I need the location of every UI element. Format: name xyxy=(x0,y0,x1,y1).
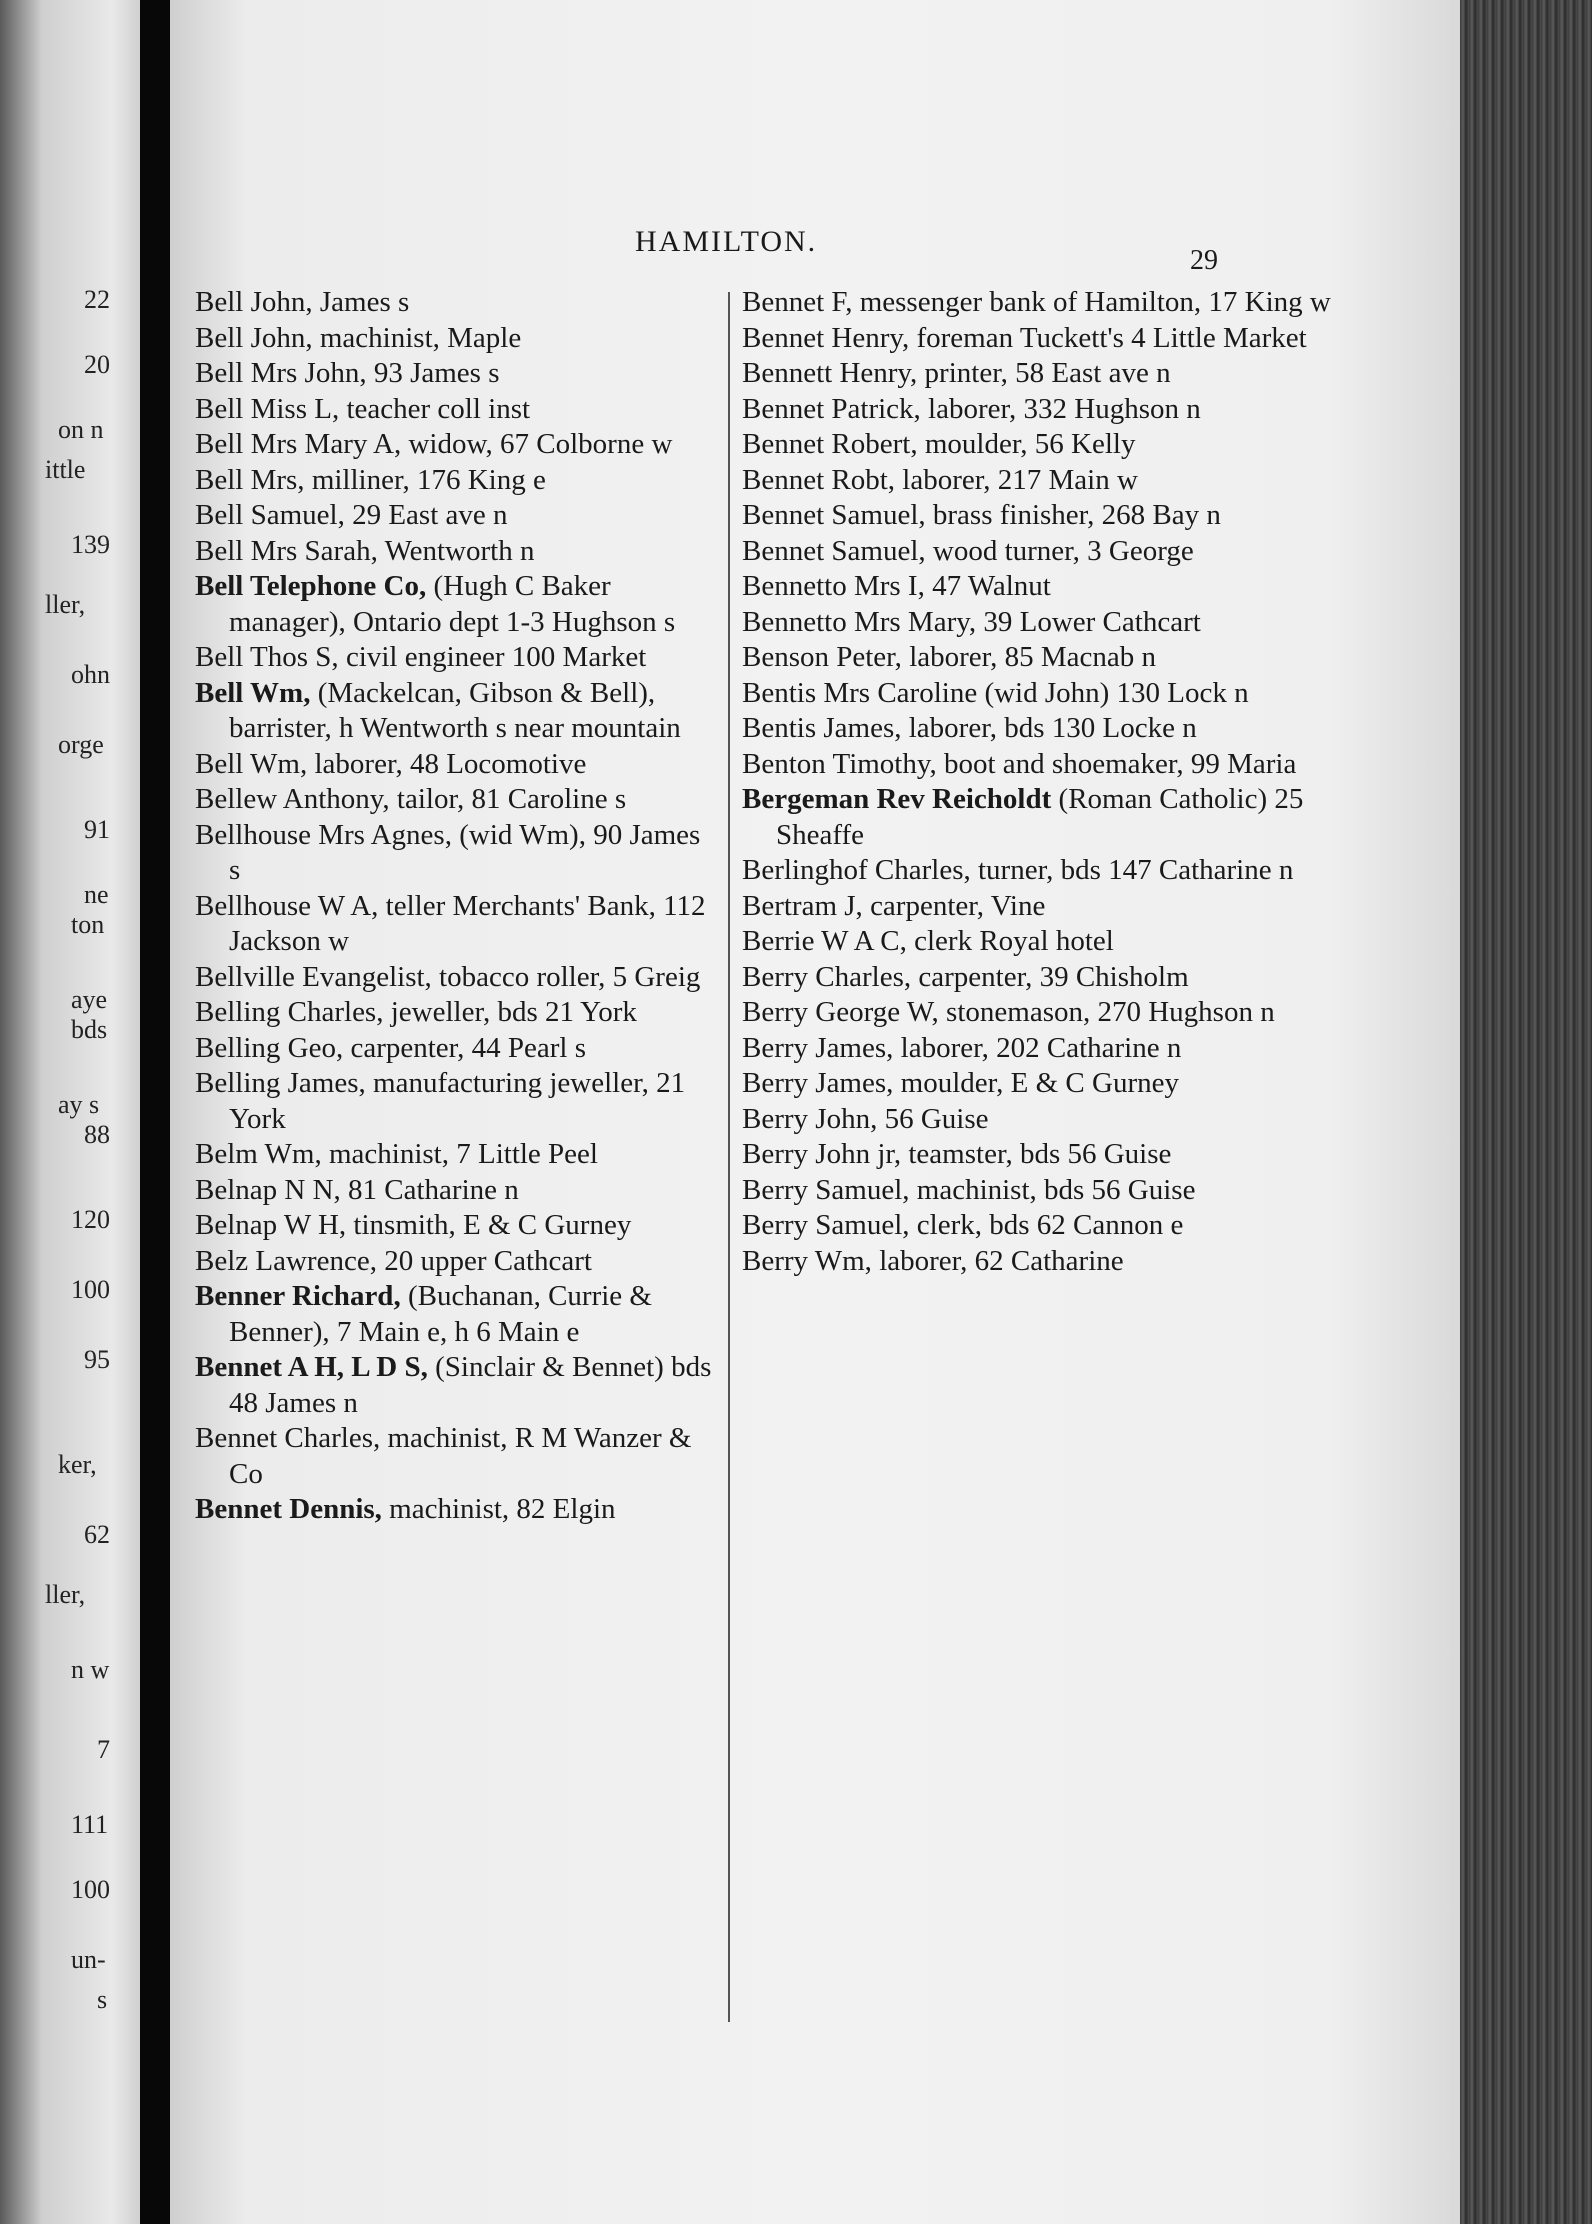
entry-name: Bellew Anthony, xyxy=(195,783,390,815)
entry-name: Bell John, xyxy=(195,286,313,318)
facing-page-fragment: orge xyxy=(58,730,104,759)
entry-name: Berry John, xyxy=(742,1102,878,1135)
directory-entry xyxy=(195,463,715,499)
entry-name: Bennett Henry, xyxy=(742,357,918,389)
entry-details: 56 Guise xyxy=(877,1102,989,1135)
directory-page xyxy=(170,0,1460,2224)
entry-details: (Hugh C Baker manager), Ontario dept 1-3 Hughson s xyxy=(229,570,676,638)
entry-name: Belz Lawrence, xyxy=(195,1244,377,1277)
entry-name: Belm Wm, xyxy=(195,1138,322,1170)
facing-page-fragment: 91 xyxy=(84,815,110,844)
directory-entry xyxy=(195,818,715,889)
facing-page-fragment: ton xyxy=(71,910,105,939)
facing-page-fragment: 139 xyxy=(71,530,110,559)
directory-entry xyxy=(195,782,715,818)
entry-name: Bennet Henry, xyxy=(742,321,910,354)
facing-page-fragment: ittle xyxy=(45,455,86,484)
entry-details: teller Merchants' Bank, 112 Jackson w xyxy=(229,889,706,957)
entry-details: 93 James s xyxy=(366,357,500,389)
entry-name: Bennetto Mrs I, xyxy=(742,570,925,602)
entry-details: carpenter, 44 Pearl s xyxy=(343,1031,587,1064)
entry-name: Bennet A H, L D S, xyxy=(195,1351,428,1383)
entry-details: laborer, bds 130 Locke n xyxy=(901,712,1197,744)
entry-name: Berry James, xyxy=(742,1067,894,1099)
directory-entry xyxy=(742,853,1382,889)
entry-name: Berry John jr, xyxy=(742,1138,902,1170)
entry-details: laborer, 217 Main w xyxy=(895,463,1138,496)
directory-entry xyxy=(742,534,1382,570)
entry-details: (wid Wm), 90 James s xyxy=(229,818,701,886)
facing-page-fragment: 20 xyxy=(84,350,110,379)
left-column xyxy=(195,285,715,1528)
directory-entry xyxy=(195,285,715,321)
entry-details: tobacco roller, 5 Greig xyxy=(431,960,701,993)
entry-name: Berlinghof Charles, xyxy=(742,854,971,886)
directory-entry xyxy=(742,1031,1382,1067)
entry-details: James s xyxy=(312,286,410,318)
entry-details: brass finisher, 268 Bay n xyxy=(925,499,1221,531)
directory-entry xyxy=(195,321,715,357)
entry-name: Berry James, xyxy=(742,1031,894,1064)
entry-name: Bell Mrs, xyxy=(195,463,305,496)
facing-page-fragment: un- xyxy=(71,1945,106,1974)
facing-page-fragment: on n xyxy=(58,415,104,444)
facing-page-fragment: 62 xyxy=(84,1520,110,1549)
directory-entry xyxy=(195,1244,715,1280)
directory-entry xyxy=(742,1137,1382,1173)
directory-entry xyxy=(742,640,1382,676)
entry-details: laborer, 332 Hughson n xyxy=(920,392,1201,425)
directory-entry xyxy=(195,1137,715,1173)
entry-name: Bellville Evangelist, xyxy=(195,960,432,993)
facing-page-fragment: ohn xyxy=(71,660,110,689)
directory-entry xyxy=(742,960,1382,996)
directory-entry xyxy=(742,356,1382,392)
entry-name: Bell Samuel, xyxy=(195,499,345,531)
entry-name: Bennetto Mrs Mary, xyxy=(742,605,977,638)
entry-details: 39 Lower Cathcart xyxy=(976,605,1201,638)
facing-page-fragment: n w xyxy=(71,1655,110,1684)
entry-details: clerk Royal hotel xyxy=(906,925,1114,957)
directory-entry xyxy=(195,356,715,392)
book-gutter xyxy=(140,0,170,2224)
directory-entry xyxy=(742,498,1382,534)
entry-name: Bentis James, xyxy=(742,712,902,744)
directory-entry xyxy=(195,1173,715,1209)
directory-entry xyxy=(195,995,715,1031)
page-number: 29 xyxy=(1190,245,1218,276)
directory-entry xyxy=(742,605,1382,641)
directory-entry xyxy=(742,924,1382,960)
entry-name: Bennet F, xyxy=(742,286,853,318)
directory-entry xyxy=(742,1208,1382,1244)
entry-name: Belnap N N, xyxy=(195,1173,341,1206)
facing-page-fragment: ay s xyxy=(58,1090,100,1119)
entry-name: Bell Telephone Co, xyxy=(195,570,427,602)
directory-entry xyxy=(195,498,715,534)
directory-entry xyxy=(742,747,1382,783)
entry-details: milliner, 176 King e xyxy=(304,463,546,496)
entry-details: moulder, 56 Kelly xyxy=(917,428,1136,460)
entry-name: Benson Peter, xyxy=(742,641,902,673)
facing-page-fragment: 95 xyxy=(84,1345,110,1374)
entry-details: clerk, bds 62 Cannon e xyxy=(909,1209,1184,1241)
entry-details: laborer, 48 Locomotive xyxy=(307,747,587,780)
entry-details: stonemason, 270 Hughson n xyxy=(938,996,1275,1028)
entry-name: Bell Wm, xyxy=(195,747,308,780)
directory-entry xyxy=(195,1031,715,1067)
directory-entry xyxy=(742,1102,1382,1138)
entry-name: Bellhouse W A, xyxy=(195,889,379,922)
directory-entry xyxy=(742,676,1382,712)
entry-name: Bennet Robt, xyxy=(742,463,896,496)
entry-details: machinist, bds 56 Guise xyxy=(909,1173,1196,1206)
entry-name: Bennet Dennis, xyxy=(195,1493,382,1525)
entry-details: teamster, bds 56 Guise xyxy=(901,1138,1172,1170)
directory-entry xyxy=(742,427,1382,463)
entry-name: Bell Mrs Mary A, xyxy=(195,428,402,460)
directory-entry xyxy=(195,1350,715,1421)
entry-name: Berry George W, xyxy=(742,996,939,1028)
entry-name: Belling James, xyxy=(195,1067,366,1099)
entry-details: (Mackelcan, Gibson & Bell), barrister, h Wentworth s near mountain xyxy=(229,676,681,744)
directory-entry xyxy=(195,1066,715,1137)
facing-page-fragment: 22 xyxy=(84,285,110,314)
right-column xyxy=(742,285,1382,1279)
directory-entry xyxy=(742,392,1382,428)
entry-details: civil engineer 100 Market xyxy=(338,641,647,673)
entry-name: Bell John, xyxy=(195,321,313,354)
directory-entry xyxy=(742,321,1382,357)
facing-page-fragment: ne xyxy=(84,880,109,909)
directory-entry xyxy=(742,463,1382,499)
directory-entry xyxy=(195,1421,715,1492)
entry-details: 20 upper Cathcart xyxy=(376,1244,592,1277)
entry-details: tailor, 81 Caroline s xyxy=(389,783,627,815)
entry-name: Belnap W H, xyxy=(195,1209,347,1241)
entry-name: Bennet Robert, xyxy=(742,428,918,460)
facing-page-fragment: 120 xyxy=(71,1205,110,1234)
directory-entry xyxy=(742,569,1382,605)
entry-details: printer, 58 East ave n xyxy=(917,357,1171,389)
entry-details: (Roman Catholic) 25 Sheaffe xyxy=(776,783,1304,851)
entry-details: laborer, 202 Catharine n xyxy=(893,1031,1182,1064)
entry-name: Berry Samuel, xyxy=(742,1209,910,1241)
column-divider xyxy=(728,292,730,2022)
entry-details: messenger bank of Hamilton, 17 King w xyxy=(852,286,1331,318)
entry-name: Bellhouse Mrs Agnes, xyxy=(195,818,452,851)
entry-details: jeweller, bds 21 York xyxy=(383,996,637,1028)
entry-name: Berry Wm, xyxy=(742,1244,872,1277)
entry-details: laborer, 85 Macnab n xyxy=(901,641,1157,673)
entry-name: Bennet Patrick, xyxy=(742,392,921,425)
facing-page-fragment: 88 xyxy=(84,1120,110,1149)
directory-entry xyxy=(742,711,1382,747)
entry-name: Benton Timothy, xyxy=(742,747,937,780)
entry-details: widow, 67 Colborne w xyxy=(401,428,673,460)
entry-details: (wid John) 130 Lock n xyxy=(977,676,1249,709)
page-title: HAMILTON. xyxy=(635,225,818,258)
entry-name: Benner Richard, xyxy=(195,1280,401,1312)
entry-details: machinist, R M Wanzer & Co xyxy=(229,1422,692,1490)
facing-page-fragment: ller, xyxy=(45,1580,86,1609)
entry-name: Bennet Samuel, xyxy=(742,499,926,531)
book-page-edges xyxy=(1460,0,1592,2224)
entry-details: turner, bds 147 Catharine n xyxy=(970,854,1294,886)
entry-details: (Buchanan, Currie & Benner), 7 Main e, h 6 Main e xyxy=(229,1280,652,1348)
directory-entry xyxy=(742,285,1382,321)
facing-page-fragment: 100 xyxy=(71,1275,110,1304)
directory-entry xyxy=(195,889,715,960)
entry-details: wood turner, 3 George xyxy=(925,534,1194,567)
directory-entry xyxy=(195,534,715,570)
directory-entry xyxy=(195,1208,715,1244)
entry-details: 47 Walnut xyxy=(924,570,1051,602)
entry-details: manufacturing jeweller, 21 York xyxy=(229,1067,686,1135)
entry-name: Berry Samuel, xyxy=(742,1173,910,1206)
entry-details: Wentworth n xyxy=(377,534,535,567)
directory-entry xyxy=(195,676,715,747)
entry-details: machinist, 7 Little Peel xyxy=(321,1138,598,1170)
directory-entry xyxy=(742,889,1382,925)
entry-name: Bennet Charles, xyxy=(195,1422,381,1454)
entry-name: Bell Mrs Sarah, xyxy=(195,534,378,567)
entry-details: moulder, E & C Gurney xyxy=(893,1067,1179,1099)
entry-details: teacher coll inst xyxy=(339,392,531,425)
directory-entry xyxy=(195,569,715,640)
facing-page-fragment: 111 xyxy=(71,1810,109,1839)
entry-name: Belling Charles, xyxy=(195,996,384,1028)
entry-name: Bell Miss L, xyxy=(195,392,340,425)
directory-entry xyxy=(195,1279,715,1350)
directory-entry xyxy=(742,1244,1382,1280)
entry-name: Bell Mrs John, xyxy=(195,357,367,389)
entry-name: Bertram J, xyxy=(742,889,863,922)
entry-details: boot and shoemaker, 99 Maria xyxy=(936,747,1297,780)
directory-entry xyxy=(195,640,715,676)
directory-entry xyxy=(742,782,1382,853)
directory-entry xyxy=(742,1066,1382,1102)
facing-page-fragment: s xyxy=(97,1985,108,2014)
entry-name: Belling Geo, xyxy=(195,1031,344,1064)
directory-entry xyxy=(195,960,715,996)
directory-entry xyxy=(195,392,715,428)
entry-name: Bennet Samuel, xyxy=(742,534,926,567)
entry-details: carpenter, 39 Chisholm xyxy=(911,960,1189,993)
entry-name: Bell Wm, xyxy=(195,676,311,709)
entry-name: Bergeman Rev Reicholdt xyxy=(742,783,1052,815)
entry-details: foreman Tuckett's 4 Little Market xyxy=(909,321,1307,354)
facing-page-fragment: ller, xyxy=(45,590,86,619)
entry-details: 81 Catharine n xyxy=(340,1173,519,1206)
entry-name: Berrie W A C, xyxy=(742,925,907,957)
entry-details: machinist, Maple xyxy=(312,321,522,354)
directory-entry xyxy=(742,995,1382,1031)
facing-page-fragment: aye xyxy=(71,985,108,1014)
entry-details: machinist, 82 Elgin xyxy=(381,1493,616,1525)
facing-page-fragment: bds xyxy=(71,1015,108,1044)
directory-entry xyxy=(195,427,715,463)
facing-page-fragment: ker, xyxy=(58,1450,97,1479)
directory-entry xyxy=(195,747,715,783)
entry-name: Bell Thos S, xyxy=(195,641,339,673)
facing-page-fragment: 100 xyxy=(71,1875,110,1904)
entry-details: tinsmith, E & C Gurney xyxy=(346,1209,632,1241)
entry-details: carpenter, Vine xyxy=(862,889,1046,922)
entry-name: Berry Charles, xyxy=(742,960,912,993)
entry-details: laborer, 62 Catharine xyxy=(871,1244,1124,1277)
directory-entry xyxy=(195,1492,715,1528)
entry-details: 29 East ave n xyxy=(344,499,508,531)
directory-entry xyxy=(742,1173,1382,1209)
entry-name: Bentis Mrs Caroline xyxy=(742,676,978,709)
facing-page-edge xyxy=(0,0,140,2224)
entry-details: (Sinclair & Bennet) bds 48 James n xyxy=(229,1351,712,1419)
facing-page-fragment: 7 xyxy=(97,1735,110,1764)
